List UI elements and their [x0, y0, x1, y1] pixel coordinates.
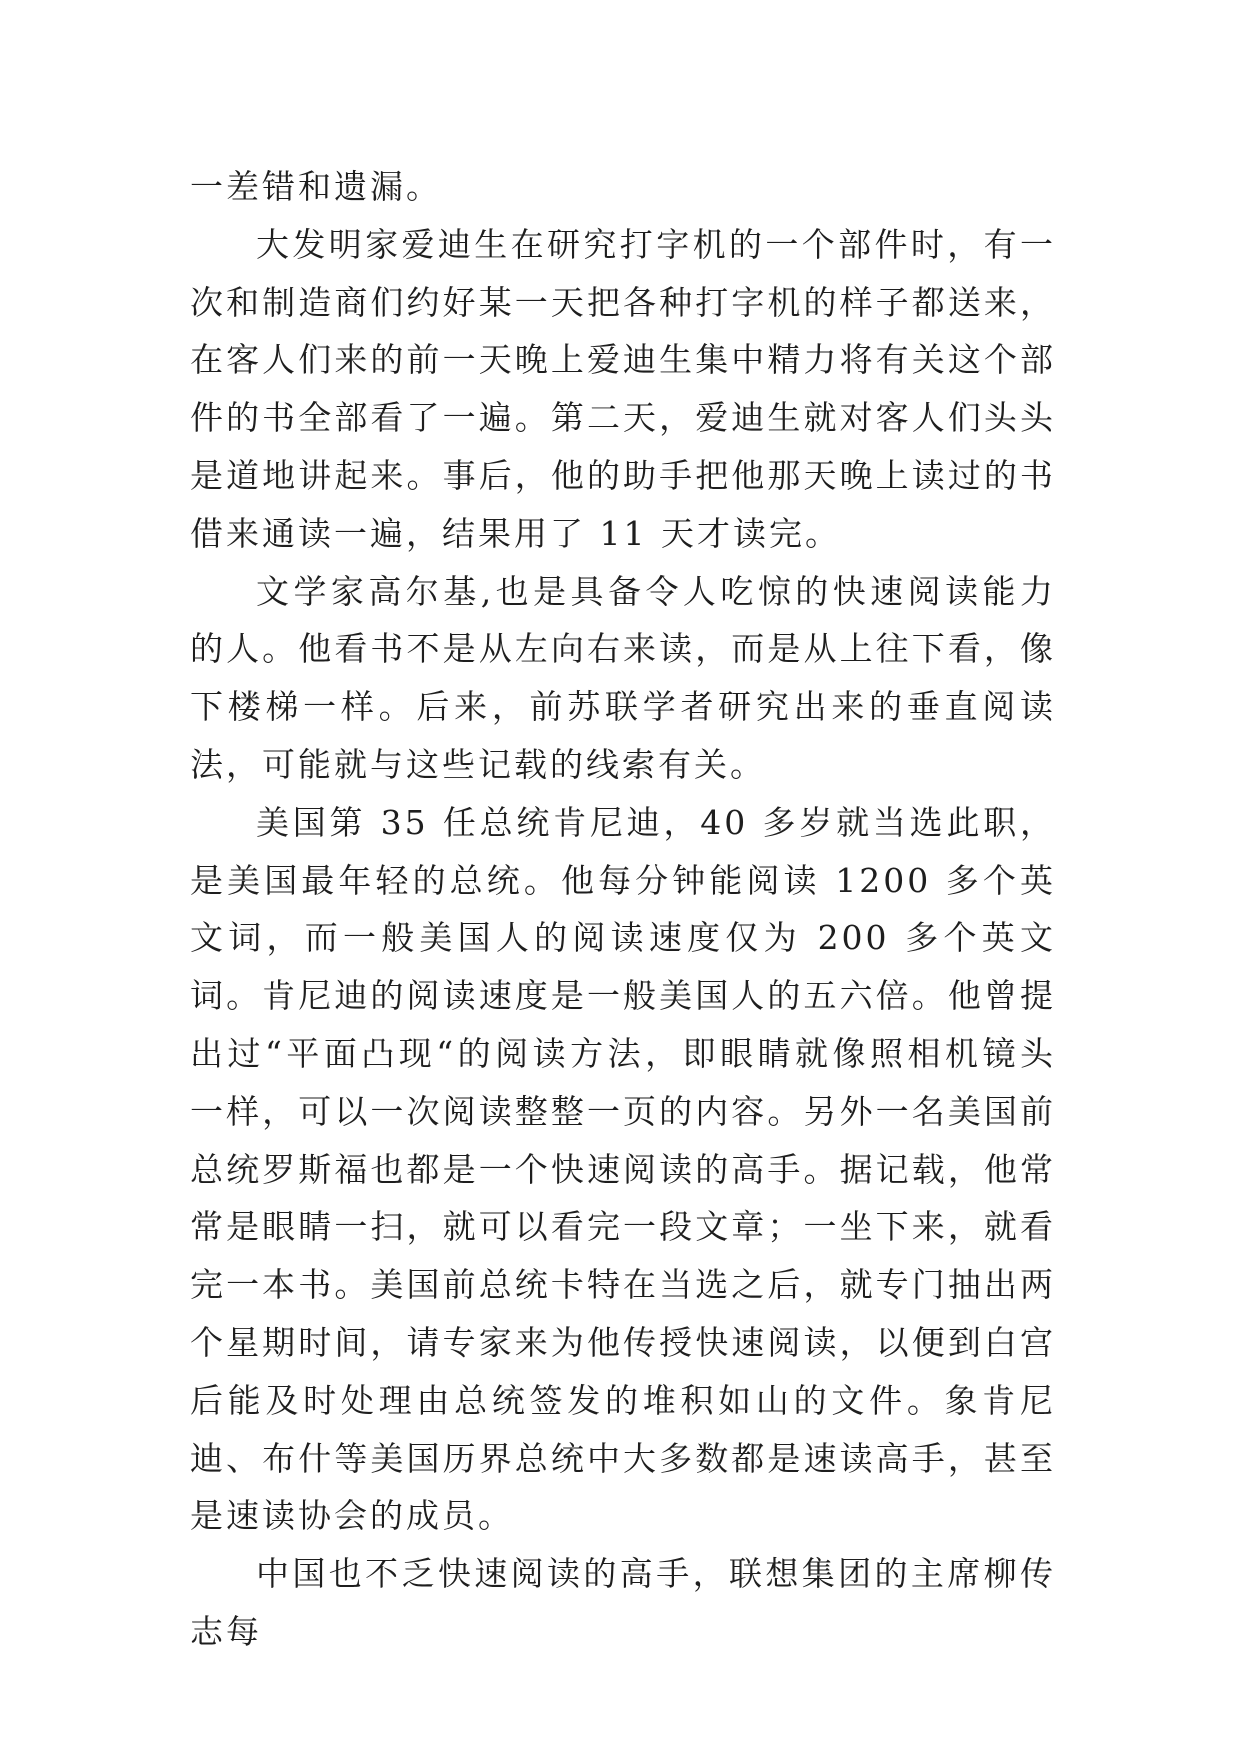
paragraph-edison: 大发明家爱迪生在研究打字机的一个部件时，有一次和制造商们约好某一天把各种打字机的样子都送来，在客人们来的前一天晚上爱迪生集中精力将有关这个部件的书全部看了一遍。第二天，爱迪生就对客人们头头是道地讲起来。事后，他的助手把他那天晚上读过的书借来通读一遍，结果用了 11 天才读完。: [190, 224, 1056, 553]
paragraph-us-presidents: 美国第 35 任总统肯尼迪，40 多岁就当选此职，是美国最年轻的总统。他每分钟能阅读 1200 多个英文词，而一般美国人的阅读速度仅为 200 多个英文词。肯尼迪的阅读速度是一般美国人的五六倍。他曾提出过“平面凸现“的阅读方法，即眼睛就像照相机镜头一样，可以一次阅读整整一页的内容。另外一名美国前总统罗斯福也都是一个快速阅读的高手。据记载，他常常是眼睛一扫，就可以看完一段文章；一坐下来，就看完一本书。美国前总统卡特在当选之后，就专门抽出两个星期时间，请专家来为他传授快速阅读，以便到白宫后能及时处理由总统签发的堆积如山的文件。象肯尼迪、布什等美国历界总统中大多数都是速读高手，甚至是速读协会的成员。: [190, 802, 1056, 1536]
paragraph-continuation: 一差错和遗漏。: [190, 167, 442, 206]
paragraph-china: 中国也不乏快速阅读的高手，联想集团的主席柳传志每: [190, 1554, 1056, 1651]
paragraph-gorky: 文学家高尔基,也是具备令人吃惊的快速阅读能力的人。他看书不是从左向右来读，而是从上往下看，像下楼梯一样。后来，前苏联学者研究出来的垂直阅读法，可能就与这些记载的线索有关。: [190, 571, 1056, 784]
body-text: [190, 158, 1056, 1661]
